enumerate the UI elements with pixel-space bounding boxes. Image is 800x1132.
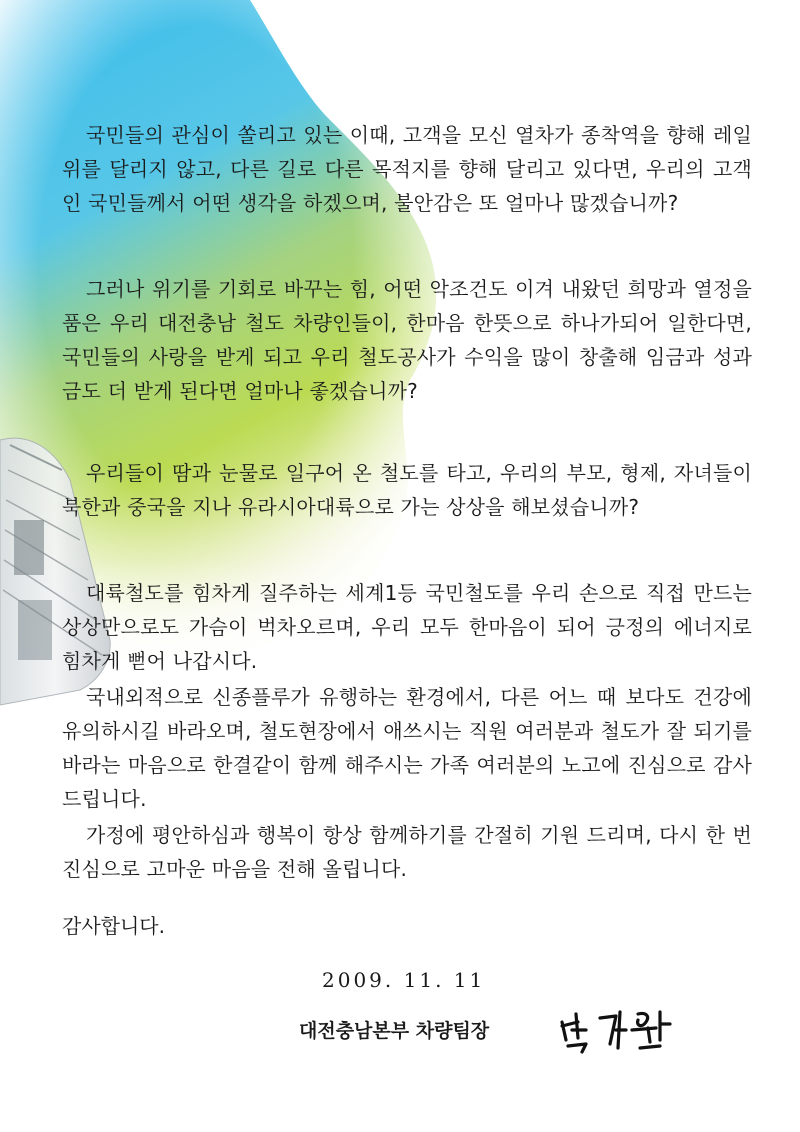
sender-title: 대전충남본부 차량팀장	[299, 1020, 490, 1042]
paragraph-4: 대륙철도를 힘차게 질주하는 세계1등 국민철도를 우리 손으로 직접 만드는 상상만으로도 가슴이 벅차오르며, 우리 모두 한마음이 되어 긍정의 에너지로 힘차게 뻗어 나갑시다.	[62, 581, 752, 673]
closing-text: 감사합니다.	[62, 914, 165, 938]
paragraph-5: 국내외적으로 신종플루가 유행하는 환경에서, 다른 어느 때 보다도 건강에 유의하시길 바라오며, 철도현장에서 애쓰시는 직원 여러분과 철도가 잘 되기를 바라는 마음으로 한결같이 함께 해주시는 가족 여러분의 노고에 진심으로 감사드립니다.	[62, 685, 752, 811]
paragraph-2: 그러나 위기를 기회로 바꾸는 힘, 어떤 악조건도 이겨 내왔던 희망과 열정을 품은 우리 대전충남 철도 차량인들이, 한마음 한뜻으로 하나가되어 일한다면, 국민들의 사랑을 받게 되고 우리 철도공사가 수익을 많이 창출해 임금과 성과금도 더 받게 된다면 얼마나 좋겠습니까?	[62, 277, 752, 403]
paragraph-1: 국민들의 관심이 쏠리고 있는 이때, 고객을 모신 열차가 종착역을 향해 레일 위를 달리지 않고, 다른 길로 다른 목적지를 향해 달리고 있다면, 우리의 고객인 국민들께서 어떤 생각을 하겠으며, 불안감은 또 얼마나 많겠습니까?	[62, 123, 752, 215]
signature-image	[556, 1000, 678, 1056]
paragraph-3: 우리들이 땀과 눈물로 일구어 온 철도를 타고, 우리의 부모, 형제, 자녀들이 북한과 중국을 지나 유라시아대륙으로 가는 상상을 해보셨습니까?	[62, 461, 752, 519]
letter-date: 2009. 11. 11	[322, 968, 486, 992]
paragraph-6: 가정에 평안하심과 행복이 항상 함께하기를 간절히 기원 드리며, 다시 한 번 진심으로 고마운 마음을 전해 올립니다.	[62, 823, 752, 881]
